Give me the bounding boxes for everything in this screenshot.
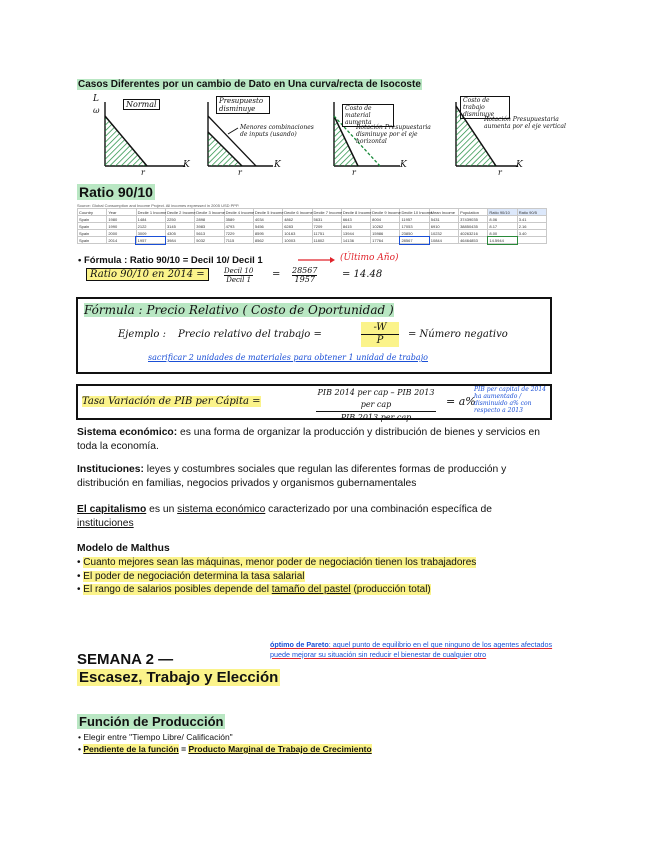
table-cell: 3009 xyxy=(136,230,165,237)
table-header-cell: Decile 4 Income xyxy=(225,209,255,215)
panel-annotation: Rotación Presupuestaria aumenta por el eje vertical xyxy=(484,116,566,130)
relative-price-formula: Fórmula : Precio Relativo ( Costo de Oportunidad ) xyxy=(84,303,394,317)
pib-box xyxy=(76,384,552,420)
table-cell: 11751 xyxy=(312,230,341,237)
table-cell: 3.41 xyxy=(517,216,546,223)
definition-instituciones: Instituciones: leyes y costumbres sociales que regulan las diferentes formas de producción y distribución en familias, negocios privados y organismos gubernamentales xyxy=(77,464,507,489)
table-cell: 10163 xyxy=(283,230,312,237)
table-cell: 6283 xyxy=(283,223,312,230)
table-cell: 10232 xyxy=(429,230,458,237)
calc-den: 1957 xyxy=(294,275,315,284)
table-row xyxy=(78,223,547,230)
axis-y-sub: ω xyxy=(93,106,100,115)
example-text: Precio relativo del trabajo = xyxy=(178,329,322,340)
list-item: • Pendiente de la función = Producto Marginal de Trabajo de Crecimiento xyxy=(78,744,372,754)
isocost-panel-normal xyxy=(85,94,195,184)
table-cell: 14.5944 xyxy=(488,237,517,244)
axis-x-label: K xyxy=(400,160,407,170)
table-cell: 10262 xyxy=(371,223,400,230)
axis-y-label: L xyxy=(93,94,99,104)
table-cell: 1484 xyxy=(136,216,165,223)
table-cell: 2898 xyxy=(195,216,224,223)
table-cell: 38850435 xyxy=(459,223,488,230)
table-cell: 3589 xyxy=(224,216,253,223)
table-cell: Spain xyxy=(78,237,107,244)
calc-num: 28567 xyxy=(292,266,318,275)
isocost-panel-material xyxy=(320,94,442,184)
pib-note: PIB per capital de 2014 ha aumentado / disminuido a% con respecto a 2013 xyxy=(474,386,546,414)
panel-note: Costo de trabajo disminuye xyxy=(460,96,510,119)
axis-x-sub: r xyxy=(352,168,356,177)
table-cell: 37439035 xyxy=(459,216,488,223)
table-cell: 7115 xyxy=(224,237,253,244)
arrow-red xyxy=(296,256,336,264)
axis-x-label: K xyxy=(183,160,190,170)
income-table xyxy=(77,208,547,244)
table-cell: 46464853 xyxy=(459,237,488,244)
relative-price-box xyxy=(76,297,552,374)
table-header-cell: Decile 1 Income xyxy=(137,209,167,215)
table-cell: Spain xyxy=(78,216,107,223)
table-cell: 2250 xyxy=(165,216,194,223)
calc-result: = 14.48 xyxy=(342,269,383,280)
table-cell: 17053 xyxy=(400,223,429,230)
table-cell: 3.40 xyxy=(517,230,546,237)
table-cell: 4793 xyxy=(224,223,253,230)
table-cell: 4305 xyxy=(165,230,194,237)
table-cell: 8562 xyxy=(253,237,282,244)
table-header-cell: Decile 7 Income xyxy=(313,209,343,215)
table-cell: 5032 xyxy=(195,237,224,244)
bullet: • xyxy=(78,255,84,266)
table-header-cell: Decile 6 Income xyxy=(284,209,313,215)
table-cell: 10844 xyxy=(429,237,458,244)
table-cell: 11802 xyxy=(312,237,341,244)
table-cell: 14136 xyxy=(341,237,370,244)
table-cell: 2.16 xyxy=(517,223,546,230)
table-cell: 1980 xyxy=(107,216,136,223)
table-cell: 5631 xyxy=(312,216,341,223)
malthus-heading: Modelo de Malthus xyxy=(77,543,170,554)
table-cell xyxy=(517,237,546,244)
table-cell: 5431 xyxy=(429,216,458,223)
table-cell: 2000 xyxy=(107,230,136,237)
table-cell: 1990 xyxy=(107,223,136,230)
panel-annotation: Rotación Presupuestaria disminuye por el eje horizontal xyxy=(356,124,431,145)
ratio-formula: • Fórmula : Ratio 90/10 = Decil 10/ Decil 1 xyxy=(78,255,263,266)
table-cell: 7229 xyxy=(224,230,253,237)
table-row xyxy=(78,230,547,237)
isocost-title: Casos Diferentes por un cambio de Dato en Una curva/recta de Isocoste xyxy=(78,79,421,90)
table-cell: 3145 xyxy=(165,223,194,230)
table-cell: 8415 xyxy=(341,223,370,230)
table-header-cell: Year xyxy=(107,209,136,216)
pib-result: = a% xyxy=(446,395,476,408)
table-cell: 2122 xyxy=(136,223,165,230)
last-year-note: (Último Año) xyxy=(340,253,399,263)
table-header-cell: Country xyxy=(78,209,107,216)
list-item: • El poder de negociación determina la tasa salarial xyxy=(77,570,305,582)
table-row xyxy=(78,237,547,244)
panel-annotation: Menores combinaciones de inputs (usando) xyxy=(240,124,314,138)
table-cell: 8004 xyxy=(371,216,400,223)
table-header-cell: Decile 8 Income xyxy=(342,209,372,215)
panel-note: Presupuesto disminuye xyxy=(216,96,270,114)
table-cell: 7209 xyxy=(312,223,341,230)
table-header-cell: Decile 2 Income xyxy=(166,209,196,215)
table-header-cell: Ratio 90/5 xyxy=(517,209,546,216)
axis-x-sub: r xyxy=(498,168,502,177)
table-source: Source: Global Consumption and Income Project. All incomes expressed in 2005 USD PPP. xyxy=(77,203,240,208)
table-cell: 5613 xyxy=(195,230,224,237)
axis-x-sub: r xyxy=(141,168,145,177)
production-list xyxy=(78,731,548,755)
link-sistema-economico[interactable]: sistema económico xyxy=(177,504,266,515)
table-cell: Spain xyxy=(78,223,107,230)
malthus-list xyxy=(77,556,547,597)
definition-sistema: Sistema económico: es una forma de organizar la producción y distribución de bienes y servicios en toda la economía. xyxy=(77,427,541,452)
list-item: • Cuanto mejores sean las máquinas, menor poder de negociación tienen los trabajadores xyxy=(77,557,477,568)
table-header-cell: Decile 5 Income xyxy=(254,209,284,215)
ratio-heading: Ratio 90/10 xyxy=(79,184,153,200)
link-instituciones[interactable]: instituciones xyxy=(77,518,134,529)
pareto-note: óptimo de Pareto: aquel punto de equilibrio en el que ninguno de los agentes afectados puede mejorar su situación sin reducir el bienestar de cualquier otro xyxy=(270,640,553,659)
pib-den: PIB 2013 per cap xyxy=(340,413,412,422)
table-cell: 40263216 xyxy=(459,230,488,237)
table-cell: 8.17 xyxy=(488,223,517,230)
ratio-calc: Ratio 90/10 en 2014 = Decil 10 Decil 1 = $\frac{28567}{1957}$ = 14.48 xyxy=(86,269,418,287)
table-header-cell: Population xyxy=(459,209,488,216)
table-cell: 8.06 xyxy=(488,216,517,223)
axis-x-sub: r xyxy=(238,168,242,177)
list-item: • El rango de salarios posibles depende del tamaño del pastel (producción total) xyxy=(77,584,431,595)
production-heading: Función de Producción xyxy=(79,714,224,729)
fraction: -W P xyxy=(361,322,399,347)
isocost-panel-budget xyxy=(198,94,318,184)
table-cell: 15986 xyxy=(371,230,400,237)
table-cell: Spain xyxy=(78,230,107,237)
isocost-panel-labor xyxy=(446,94,566,184)
ratio-table-block xyxy=(77,203,547,244)
table-cell: 23850 xyxy=(400,230,429,237)
table-cell: 11957 xyxy=(400,216,429,223)
table-cell: 6643 xyxy=(341,216,370,223)
table-cell: 3984 xyxy=(165,237,194,244)
table-cell: 28567 xyxy=(400,237,429,244)
table-cell: 4034 xyxy=(253,216,282,223)
axis-x-label: K xyxy=(274,160,281,170)
table-cell: 13944 xyxy=(341,230,370,237)
table-cell: 10003 xyxy=(283,237,312,244)
list-item: • Elegir entre "Tiempo Libre/ Calificación" xyxy=(78,732,233,742)
axis-x-label: K xyxy=(516,160,523,170)
table-cell: 8595 xyxy=(253,230,282,237)
pib-num-a: PIB 2014 per cap xyxy=(317,388,389,397)
table-cell: 6910 xyxy=(429,223,458,230)
example-result: = Número negativo xyxy=(408,329,508,340)
table-cell: 8.00 xyxy=(488,230,517,237)
panel-note: Normal xyxy=(123,99,160,110)
table-cell: 5456 xyxy=(253,223,282,230)
panel-note: Costo de material aumenta xyxy=(342,104,394,127)
table-header-cell: Ratio 90/10 xyxy=(488,209,517,216)
table-row xyxy=(78,216,547,223)
definition-capitalismo: El capitalismo es un sistema económico caracterizado por una combinación específica de instituciones xyxy=(77,504,492,529)
pib-fraction: PIB 2014 per cap – PIB 2013 per cap PIB 2013 per cap xyxy=(317,388,435,422)
table-header-cell: Mean Income xyxy=(429,209,458,216)
table-cell: 17764 xyxy=(371,237,400,244)
table-cell: 2014 xyxy=(107,237,136,244)
pib-label: Tasa Variación de PIB per Cápita = xyxy=(82,396,261,407)
week-title: SEMANA 2 — xyxy=(77,651,174,668)
example-label: Ejemplo : xyxy=(118,329,166,340)
pib-num-b: PIB 2013 per cap xyxy=(360,388,435,409)
table-header-cell: Decile 9 Income xyxy=(372,209,401,215)
example-note: sacrificar 2 unidades de materiales para obtener 1 unidad de trabajo xyxy=(148,353,428,362)
table-cell: 3983 xyxy=(195,223,224,230)
table-cell: 4862 xyxy=(283,216,312,223)
week-subtitle: Escasez, Trabajo y Elección xyxy=(79,669,279,686)
table-cell: 1957 xyxy=(136,237,165,244)
frac-den: Decil 1 xyxy=(226,276,252,284)
frac-num: Decil 10 xyxy=(224,267,254,275)
table-header-cell: Decile 3 Income xyxy=(196,209,225,215)
table-header-cell: Decile 10 Income xyxy=(401,209,433,215)
